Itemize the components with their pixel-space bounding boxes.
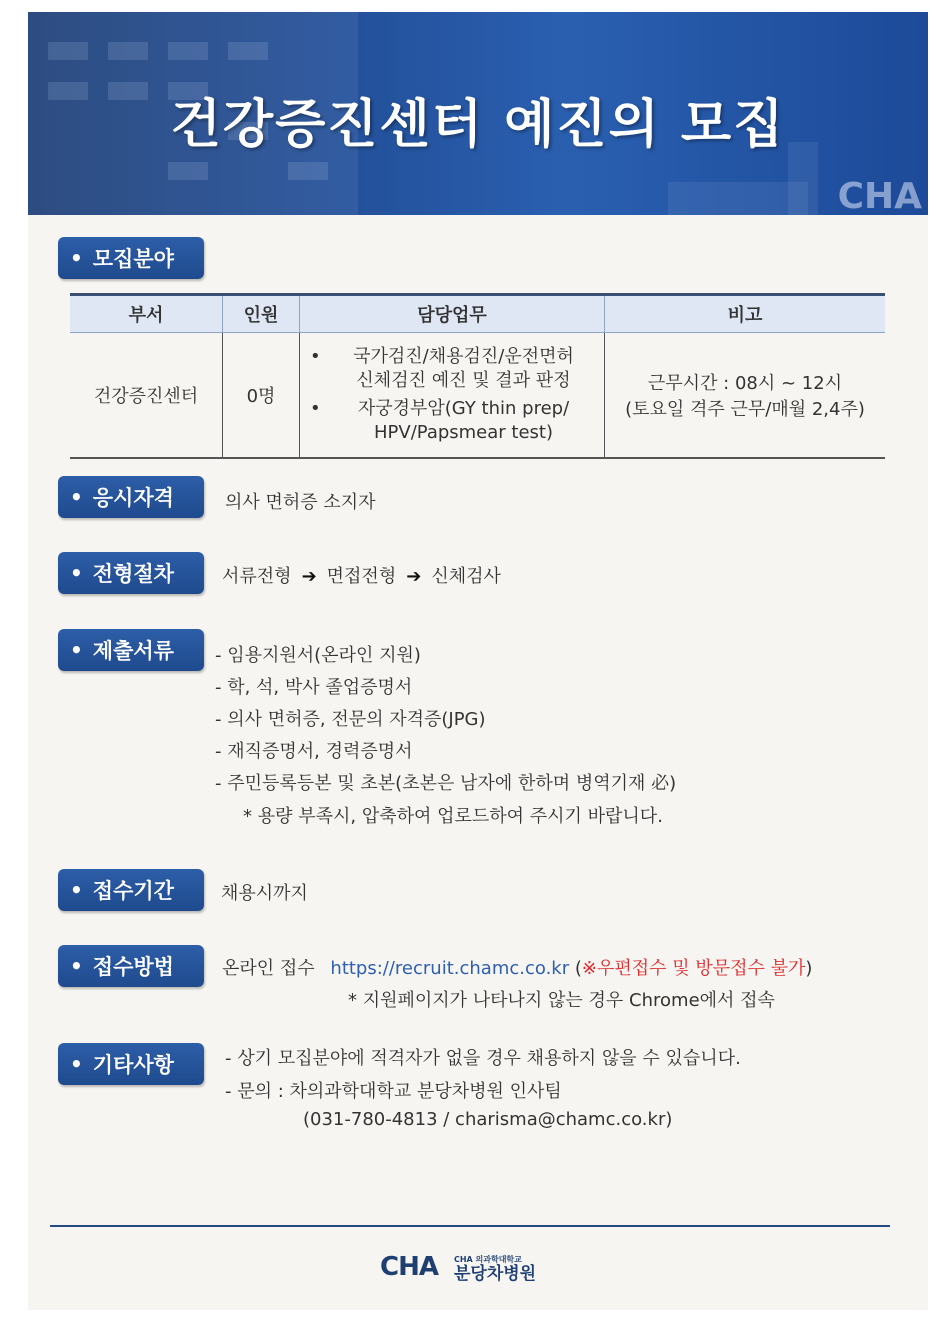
paren-close: ) (805, 958, 813, 979)
table-header: 비고 (605, 295, 886, 333)
method-line (222, 954, 812, 980)
arrow-right-icon: ➔ (406, 566, 422, 587)
section-label-period: • 접수기간 (58, 869, 204, 911)
note-line: 근무시간 : 08시 ~ 12시 (647, 373, 843, 394)
bullet-icon: • (70, 485, 83, 509)
section-label-qualification: • 응시자격 (58, 476, 204, 518)
process-step: 신체검사 (431, 566, 501, 587)
note-cell (605, 333, 886, 459)
period-text: 채용시까지 (221, 883, 308, 904)
note-line: (토요일 격주 근무/매월 2,4주) (625, 399, 865, 420)
logo-name: 분당차병원 (453, 1264, 537, 1284)
bullet-icon: • (70, 246, 83, 270)
page-title: 건강증진센터 예진의 모집 (170, 95, 786, 155)
duty-cell (300, 333, 605, 459)
document-item: - 의사 면허증, 전문의 자격증(JPG) (215, 709, 486, 730)
table-header: 부서 (70, 295, 223, 333)
table-row (70, 333, 885, 459)
process-step: 서류전형 (222, 566, 292, 587)
method-prefix: 온라인 접수 (222, 958, 315, 979)
recruit-link[interactable]: https://recruit.chamc.co.kr (330, 958, 570, 979)
recruitment-table (70, 293, 885, 459)
banner-logo: CHA (837, 176, 922, 215)
arrow-right-icon: ➔ (301, 566, 317, 587)
table-header: 담당업무 (300, 295, 605, 333)
hospital-logo (380, 1252, 536, 1282)
recruitment-poster (28, 12, 928, 1310)
duty-item: • 국가검진/채용검진/운전면허 신체검진 예진 및 결과 판정 (308, 345, 603, 393)
document-item: - 재직증명서, 경력증명서 (215, 741, 413, 762)
section-label-documents: • 제출서류 (58, 629, 204, 671)
header-banner (28, 12, 928, 215)
bullet-icon: • (70, 561, 83, 585)
process-step: 면접전형 (326, 566, 397, 587)
other-item: - 상기 모집분야에 적격자가 없을 경우 채용하지 않을 수 있습니다. (225, 1048, 741, 1069)
table-header: 인원 (223, 295, 300, 333)
bullet-icon: • (70, 638, 83, 662)
section-label-process: • 전형절차 (58, 552, 204, 594)
section-label-field: • 모집분야 (58, 237, 204, 279)
dept-cell: 건강증진센터 (70, 333, 223, 459)
method-note: * 지원페이지가 나타나지 않는 경우 Chrome에서 접속 (348, 990, 775, 1011)
cha-logo-mark: CHA (380, 1252, 438, 1282)
table-header-row (70, 295, 885, 333)
count-cell: 0명 (223, 333, 300, 459)
warning-text: ※우편접수 및 방문접수 불가 (581, 958, 806, 979)
documents-note: * 용량 부족시, 압축하여 업로드하여 주시기 바랍니다. (243, 806, 663, 827)
bullet-icon: • (70, 878, 83, 902)
bullet-icon: • (70, 954, 83, 978)
logo-subtitle: CHA 의과학대학교 (453, 1255, 522, 1264)
bullet-icon: • (70, 1052, 83, 1076)
process-steps (222, 562, 501, 588)
section-label-method: • 접수방법 (58, 945, 204, 987)
section-label-other: • 기타사항 (58, 1043, 204, 1085)
footer-divider (50, 1225, 890, 1227)
document-item: - 주민등록등본 및 초본(초본은 남자에 한하며 병역기재 必) (215, 773, 677, 794)
document-item: - 학, 석, 박사 졸업증명서 (215, 677, 413, 698)
duty-item: • 자궁경부암(GY thin prep/ HPV/Papsmear test) (308, 397, 603, 445)
document-item: - 임용지원서(온라인 지원) (215, 645, 421, 666)
other-item: - 문의 : 차의과학대학교 분당차병원 인사팀 (225, 1081, 562, 1102)
qualification-text: 의사 면허증 소지자 (225, 492, 376, 513)
contact-info: (031-780-4813 / charisma@chamc.co.kr) (303, 1109, 673, 1130)
paren-open: ( (569, 958, 582, 979)
